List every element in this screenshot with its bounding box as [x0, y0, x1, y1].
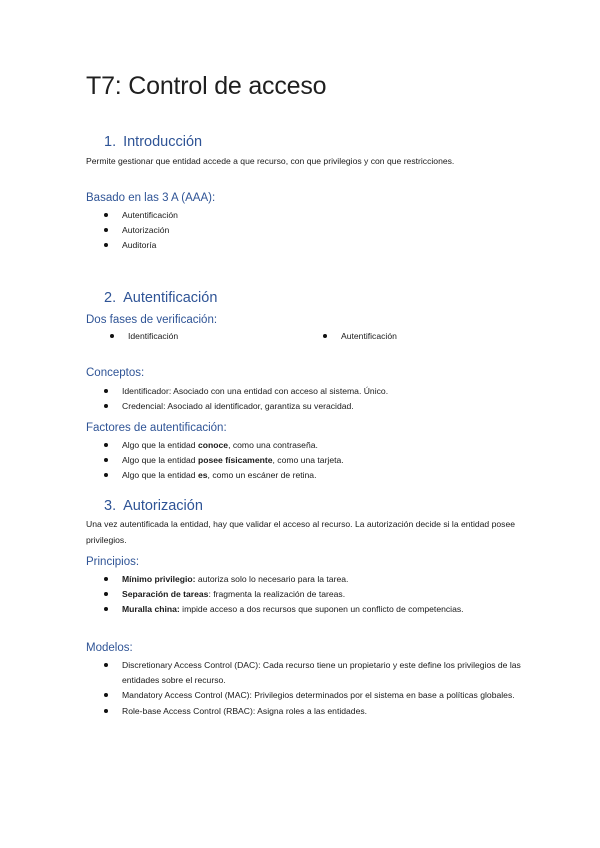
concepts-list [104, 384, 524, 414]
list-item [104, 208, 524, 223]
bullet-icon [104, 443, 108, 447]
bullet-icon [104, 663, 108, 667]
autorizacion-paragraph: Una vez autentificada la entidad, hay que validar el acceso al recurso. La autorización decide si la entidad posee privilegios. [86, 519, 516, 545]
bullet-icon [104, 473, 108, 477]
section-title: Introducción [123, 134, 203, 150]
bullet-icon [104, 592, 108, 596]
bullet-icon [104, 607, 108, 611]
section-title: Autentificación [123, 290, 218, 306]
subheading-modelos: Modelos: [86, 642, 133, 654]
bold-text: Muralla china: [122, 604, 180, 615]
bullet-icon [104, 389, 108, 393]
bold-text: conoce [197, 440, 229, 450]
text-run: Algo que la entidad [122, 470, 198, 481]
bold-text: Mínimo privilegio: [122, 574, 196, 584]
factors-list [104, 438, 524, 484]
bullet-icon [104, 228, 108, 232]
intro-paragraph: Permite gestionar que entidad accede a que recurso, con que privilegios y con que restricciones. [86, 156, 455, 166]
text-run: Algo que la entidad [122, 455, 198, 466]
text-run: : fragmenta la realización de tareas. [208, 589, 346, 600]
list-item [104, 587, 524, 602]
bullet-icon [323, 334, 327, 338]
list-item-text: Identificación [128, 331, 179, 341]
text-run: , como una contraseña. [228, 440, 318, 450]
section-heading-autorizacion [104, 498, 203, 514]
list-item [104, 453, 524, 468]
list-item-text: Autentificación [122, 210, 178, 220]
list-item [104, 602, 524, 617]
list-item [104, 572, 524, 587]
phase-item-autentificacion [323, 329, 397, 344]
section-heading-introduccion [104, 134, 202, 150]
list-item [104, 704, 524, 719]
text-run: , como una tarjeta. [272, 455, 344, 466]
section-title: Autorización [123, 498, 203, 514]
section-number: 3. [104, 498, 117, 514]
phase-item-identificacion [110, 329, 178, 344]
bullet-icon [104, 213, 108, 217]
text-run: impide acceso a dos recursos que suponen un conflicto de competencias. [179, 604, 464, 615]
list-item-text: Credencial: Asociado al identificador, garantiza su veracidad. [122, 401, 354, 412]
section-number: 1. [104, 134, 117, 150]
models-list [104, 658, 524, 719]
bold-text: Separación de tareas [122, 589, 209, 600]
list-item [104, 223, 524, 238]
page-title: T7: Control de acceso [86, 72, 327, 100]
bold-text: es [197, 470, 208, 481]
subheading-aaa: Basado en las 3 A (AAA): [86, 192, 216, 204]
section-heading-autentificacion [104, 290, 217, 306]
bullet-icon [104, 577, 108, 581]
bold-text: posee físicamente [197, 455, 273, 466]
list-item-text: Role-base Access Control (RBAC): Asigna roles a las entidades. [122, 705, 368, 716]
list-item-text: Autentificación [341, 331, 397, 341]
list-item [104, 399, 524, 414]
bullet-icon [104, 243, 108, 247]
list-item [104, 468, 524, 483]
list-item [104, 438, 524, 453]
principles-list [104, 572, 524, 618]
text-run: , como un escáner de retina. [207, 470, 317, 481]
aaa-list [104, 208, 524, 254]
list-item-text: Discretionary Access Control (DAC): Cada recurso tiene un propietario y este define los privilegios de las entidades sobre el recurso. [122, 660, 521, 686]
subheading-conceptos: Conceptos: [86, 367, 145, 379]
list-item [104, 238, 524, 253]
text-run: autoriza solo lo necesario para la tarea. [195, 574, 349, 584]
subheading-factores: Factores de autentificación: [86, 422, 227, 434]
bullet-icon [104, 693, 108, 697]
subheading-phases: Dos fases de verificación: [86, 314, 218, 326]
subheading-principios: Principios: [86, 556, 140, 568]
list-item-text: Auditoría [122, 240, 157, 251]
list-item-text: Mandatory Access Control (MAC): Privilegios determinados por el sistema en base a políticas globales. [122, 690, 515, 701]
list-item [104, 658, 524, 688]
bullet-icon [104, 404, 108, 408]
list-item-text: Identificador: Asociado con una entidad con acceso al sistema. Único. [122, 386, 389, 396]
section-number: 2. [104, 290, 117, 306]
list-item [104, 384, 524, 399]
list-item [104, 688, 524, 703]
text-run: Algo que la entidad [122, 440, 198, 450]
bullet-icon [110, 334, 114, 338]
bullet-icon [104, 709, 108, 713]
bullet-icon [104, 458, 108, 462]
list-item-text: Autorización [122, 225, 170, 236]
